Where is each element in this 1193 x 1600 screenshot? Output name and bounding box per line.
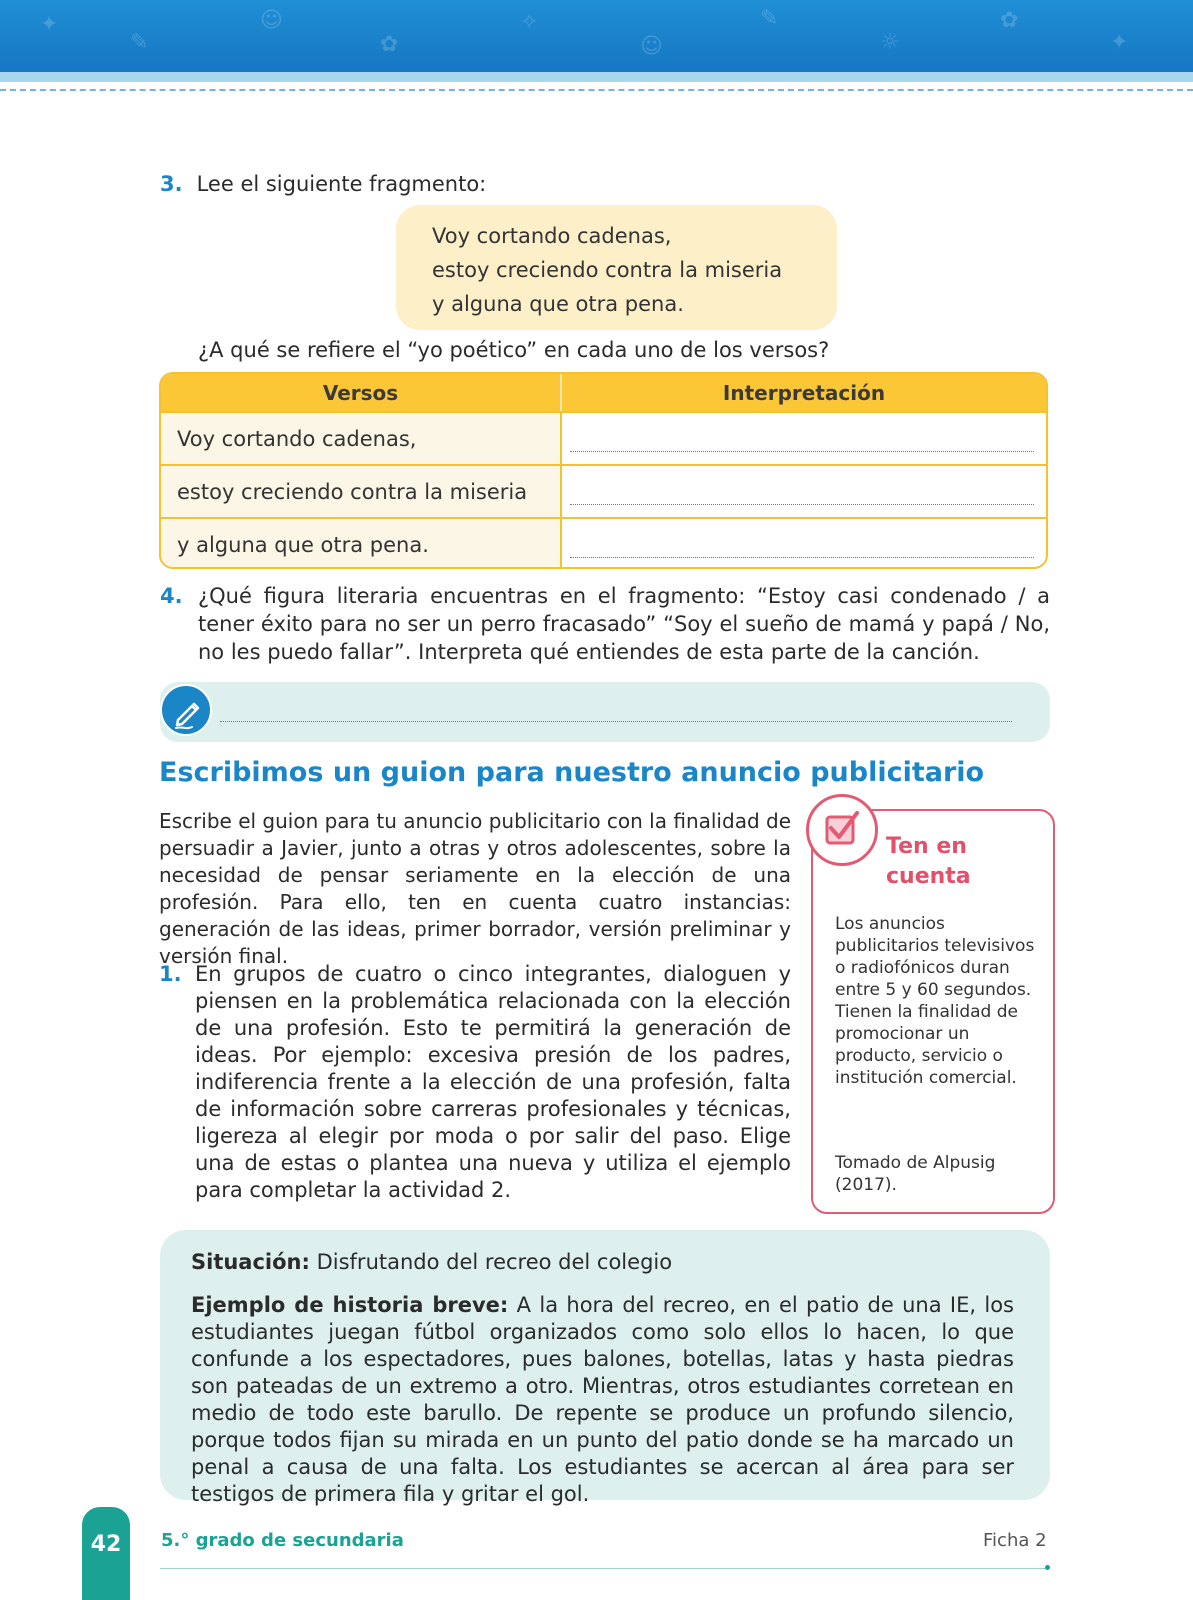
- question-3-subquestion: ¿A qué se refiere el “yo poético” en cada uno de los versos?: [198, 338, 830, 362]
- fragment-quote-box: [396, 205, 837, 330]
- situation-value: Disfrutando del recreo del colegio: [316, 1250, 673, 1274]
- story-paragraph: [191, 1292, 1014, 1508]
- verses-table: [159, 372, 1048, 569]
- section-title: Escribimos un guion para nuestro anuncio publicitario: [159, 757, 985, 788]
- doodle-pencil-icon: ✎: [760, 6, 779, 31]
- situation-label: Situación:: [191, 1250, 310, 1274]
- table-row: [161, 464, 1046, 517]
- fragment-line: Voy cortando cadenas,: [432, 224, 672, 248]
- interpretation-answer-field[interactable]: [562, 413, 1046, 464]
- footer-dot: [1045, 1565, 1050, 1570]
- footer-grade: 5.° grado de secundaria: [161, 1530, 404, 1551]
- column-header-interpretacion: Interpretación: [722, 380, 886, 405]
- fragment-line: y alguna que otra pena.: [432, 292, 684, 316]
- header-band: [0, 0, 1193, 72]
- doodle-flower-icon: ✿: [380, 32, 399, 57]
- doodle-star-icon: ✦: [40, 12, 59, 37]
- footer-divider: [160, 1568, 1046, 1569]
- doodle-smile-icon: ☺: [260, 8, 283, 33]
- fragment-line: estoy creciendo contra la miseria: [432, 258, 783, 282]
- question-4-text: ¿Qué figura literaria encuentras en el fragmento: “Estoy casi condenado / a tener éxito para no ser un perro fracasado” “Soy el sueño de mamá y papá / No, no les puedo fallar”. Interpreta qué entiendes de esta parte de la canción.: [198, 584, 1050, 664]
- column-header-versos: Versos: [161, 374, 562, 411]
- question-4-answer-field[interactable]: [160, 682, 1050, 742]
- situation-line: [191, 1250, 672, 1274]
- table-row: [161, 411, 1046, 464]
- doodle-bulb-icon: ☼: [880, 30, 900, 55]
- tip-source: Tomado de Alpusig (2017).: [835, 1153, 996, 1195]
- page-number: 42: [90, 1532, 122, 1557]
- story-label: Ejemplo de historia breve:: [191, 1293, 509, 1317]
- interpretation-answer-field[interactable]: [562, 466, 1046, 517]
- question-3-text: Lee el siguiente fragmento:: [196, 172, 487, 196]
- activity-1-number: 1.: [159, 962, 182, 986]
- question-3-number: 3.: [160, 172, 183, 196]
- question-4-number: 4.: [160, 584, 183, 608]
- verse-cell: y alguna que otra pena.: [161, 519, 562, 569]
- doodle-star-icon: ✦: [1110, 30, 1129, 55]
- question-3-prompt: [160, 172, 486, 196]
- doodle-pencil-icon: ✎: [130, 30, 149, 55]
- question-4: [160, 582, 1050, 666]
- header-stripe: [0, 72, 1193, 82]
- tip-title: Ten en cuenta: [886, 834, 971, 889]
- verse-cell: estoy creciendo contra la miseria: [161, 466, 562, 517]
- activity-1: [159, 961, 791, 1204]
- pencil-icon: [160, 684, 212, 736]
- verse-cell: Voy cortando cadenas,: [161, 413, 562, 464]
- tip-body: Los anuncios publicitarios televisivos o radiofónicos duran entre 5 y 60 segundos. Tienen la finalidad de promocionar un producto, servicio o institución comercial.: [835, 914, 1035, 1088]
- page-number-tab: [82, 1507, 130, 1600]
- header-dashed-divider: [0, 89, 1193, 91]
- section-intro: Escribe el guion para tu anuncio publicitario con la finalidad de persuadir a Javier, junto a otras y otros adolescentes, sobre la necesidad de pensar seriamente en la elección de una profesión. Para ello, ten en cuenta cuatro instancias: generación de las ideas, primer borrador, versión preliminar y versión final.: [159, 809, 791, 968]
- story-text: A la hora del recreo, en el patio de una IE, los estudiantes juegan fútbol organizados como solo ellos lo hacen, lo que confunde a los espectadores, pues balones, botellas, latas y hasta piedras son pateadas de un extremo a otro. Mientras, otros estudiantes corretean en medio de todo este barullo. De repente se produce un profundo silencio, porque todos fijan su mirada en un punto del patio donde se ha marcado un penal a causa de una falta. Los estudiantes se acercan al área para ser testigos de primera fila y gritar el gol.: [191, 1293, 1014, 1506]
- answer-dotted-line: [570, 451, 1034, 452]
- answer-dotted-line: [570, 557, 1034, 558]
- doodle-smile-icon: ☺: [640, 34, 663, 59]
- table-header: [161, 374, 1046, 411]
- answer-dotted-line: [220, 721, 1012, 722]
- answer-dotted-line: [570, 504, 1034, 505]
- interpretation-answer-field[interactable]: [562, 519, 1046, 569]
- table-row: [161, 517, 1046, 569]
- footer-ficha: Ficha 2: [983, 1530, 1047, 1551]
- doodle-star-icon: ✧: [520, 10, 539, 35]
- checkbox-check-icon: [806, 794, 878, 866]
- activity-1-text: En grupos de cuatro o cinco integrantes, dialoguen y piensen en la problemática relacionada con la elección de una profesión. Esto te permitirá la generación de ideas. Por ejemplo: excesiva presión de los padres, indiferencia frente a la elección de una profesión, falta de información sobre carreras profesionales y técnicas, ligereza al elegir por moda o por salir del paso. Elige una de estas o plantea una nueva y utiliza el ejemplo para completar la actividad 2.: [195, 962, 791, 1202]
- doodle-flower-icon: ✿: [1000, 8, 1019, 33]
